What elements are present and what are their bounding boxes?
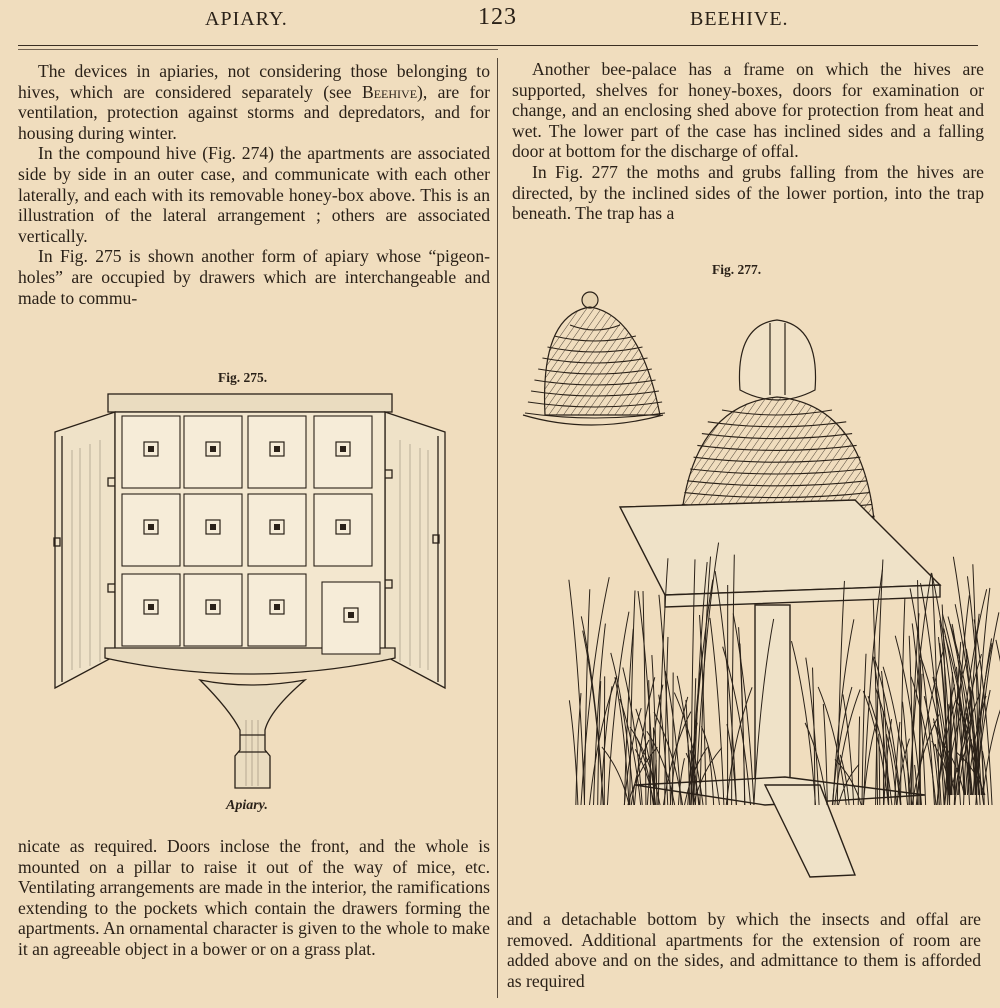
fig-275-label: Fig. 275. <box>218 370 268 385</box>
hive-stand <box>620 500 940 877</box>
drawer <box>248 494 306 566</box>
paragraph: Another bee-palace has a frame on which the hives are supported, shelves for honey-boxes, doors for examination or change, and an enclosing shed above for protection from heat and wet. The lower part of the case has inclined sides and a falling door at bottom for the discharge of offal. <box>512 59 984 162</box>
drawer <box>122 574 180 646</box>
running-head-right: BEEHIVE. <box>690 8 789 30</box>
cross-reference: Beehive <box>361 81 418 102</box>
drawer <box>122 494 180 566</box>
header-rule <box>18 45 978 46</box>
drawer <box>322 582 380 654</box>
running-head-left: APIARY. <box>205 8 288 30</box>
drawer <box>184 416 242 488</box>
right-column-bottom-text <box>507 909 981 991</box>
drawer <box>314 416 372 488</box>
drawer <box>184 574 242 646</box>
drawer <box>314 494 372 566</box>
paragraph-continued: nicate as required. Doors inclose the front, and the whole is mounted on a pillar to raise it out of the way of mice, etc. Ventilating arrangements are made in the interior, the ramifications extending to the pockets which contain the drawers forming the apartments. An ornamental character is given to the whole to make it an agreeable object in a bower or on a grass plat. <box>18 836 490 959</box>
drawer <box>248 416 306 488</box>
small-skep-hive <box>523 292 665 425</box>
paragraph: In Fig. 277 the moths and grubs falling from the hives are directed, by the inclined sides of the lower portion, into the trap beneath. The trap has a <box>512 161 984 224</box>
header-rule-secondary <box>18 49 498 50</box>
column-separator <box>497 58 498 998</box>
left-column-bottom-text <box>18 836 490 960</box>
fig-277-beehive-illustration <box>515 285 985 885</box>
drawers-grid <box>122 416 380 654</box>
paragraph: In the compound hive (Fig. 274) the apartments are associated side by side in an outer case, and communicate with each other laterally, and each with its removable honey-box above. This is an illustration of the lateral arrangement ; others are associated vertically. <box>18 143 490 246</box>
drawer <box>122 416 180 488</box>
right-column-top-text <box>512 59 984 224</box>
page-number: 123 <box>478 4 517 30</box>
fig-275-apiary-illustration <box>50 390 450 790</box>
paragraph-continued: and a detachable bottom by which the insects and offal are removed. Additional apartments for the extension of room are added above and on the sides, and admittance to them is afforded as required <box>507 909 981 991</box>
drawer <box>184 494 242 566</box>
paragraph: In Fig. 275 is shown another form of apiary whose “pigeon-holes” are occupied by drawers which are interchangeable and made to commu- <box>18 246 490 308</box>
fig-277-label: Fig. 277. <box>712 262 762 277</box>
left-column-top-text <box>18 61 490 308</box>
drawer <box>248 574 306 646</box>
fig-275-caption: Apiary. <box>226 798 268 813</box>
paragraph: The devices in apiaries, not considering those belonging to hives, which are considered separately (see Beehive), are for ventilation, protection against storms and depredators, and for housing during winter. <box>18 61 491 143</box>
